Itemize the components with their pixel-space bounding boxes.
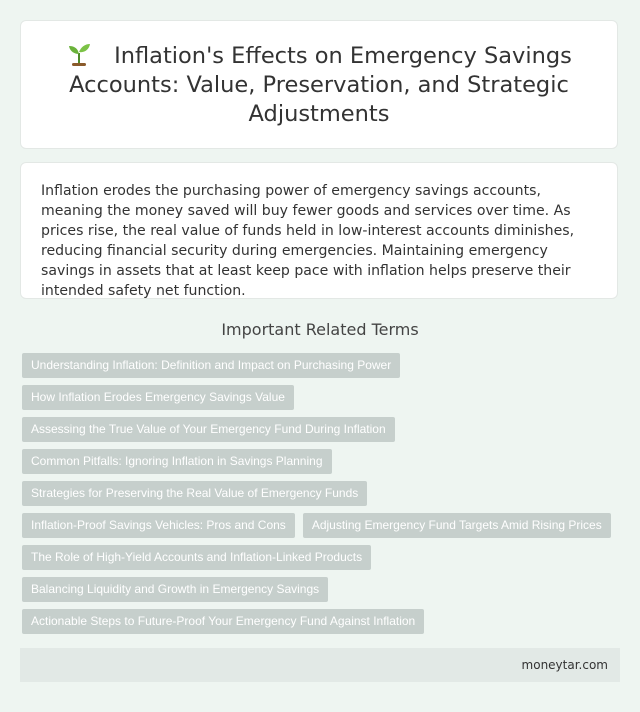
title-card — [20, 20, 618, 149]
related-term-tag[interactable]: Adjusting Emergency Fund Targets Amid Rising Prices — [303, 513, 611, 538]
related-term-tag[interactable]: Assessing the True Value of Your Emergency Fund During Inflation — [22, 417, 395, 442]
related-term-tag[interactable]: Actionable Steps to Future-Proof Your Emergency Fund Against Inflation — [22, 609, 424, 634]
sprout-icon — [66, 41, 92, 67]
tag-row — [22, 577, 622, 602]
related-term-tag[interactable]: Balancing Liquidity and Growth in Emergency Savings — [22, 577, 328, 602]
tag-row — [22, 481, 622, 506]
related-terms-heading: Important Related Terms — [221, 320, 419, 339]
tag-row — [22, 417, 622, 442]
related-term-tag[interactable]: Inflation-Proof Savings Vehicles: Pros and Cons — [22, 513, 295, 538]
tag-row — [22, 385, 622, 410]
summary-card — [20, 162, 618, 299]
related-term-tag[interactable]: Strategies for Preserving the Real Value of Emergency Funds — [22, 481, 367, 506]
tag-row — [22, 609, 622, 634]
related-term-tag[interactable]: How Inflation Erodes Emergency Savings Value — [22, 385, 294, 410]
tag-row — [22, 545, 622, 570]
tag-row — [22, 513, 622, 538]
related-term-tag[interactable]: The Role of High-Yield Accounts and Inflation-Linked Products — [22, 545, 371, 570]
footer-site-link[interactable]: moneytar.com — [521, 658, 608, 672]
related-term-tag[interactable]: Understanding Inflation: Definition and Impact on Purchasing Power — [22, 353, 400, 378]
related-term-tag[interactable]: Common Pitfalls: Ignoring Inflation in Savings Planning — [22, 449, 332, 474]
page-title-text: Inflation's Effects on Emergency Savings Accounts: Value, Preservation, and Strategic Adjustments — [69, 42, 572, 127]
tag-row — [22, 353, 622, 378]
summary-text: Inflation erodes the purchasing power of emergency savings accounts, meaning the money saved will buy fewer goods and services over time. As prices rise, the real value of funds held in low-interest accounts diminishes, reducing financial security during emergencies. Maintaining emergency savings in assets that at least keep pace with inflation helps preserve their intended safety net function. — [41, 183, 575, 299]
footer — [20, 648, 620, 682]
page-title — [21, 41, 617, 129]
tag-row — [22, 449, 622, 474]
related-terms-list — [22, 353, 622, 641]
